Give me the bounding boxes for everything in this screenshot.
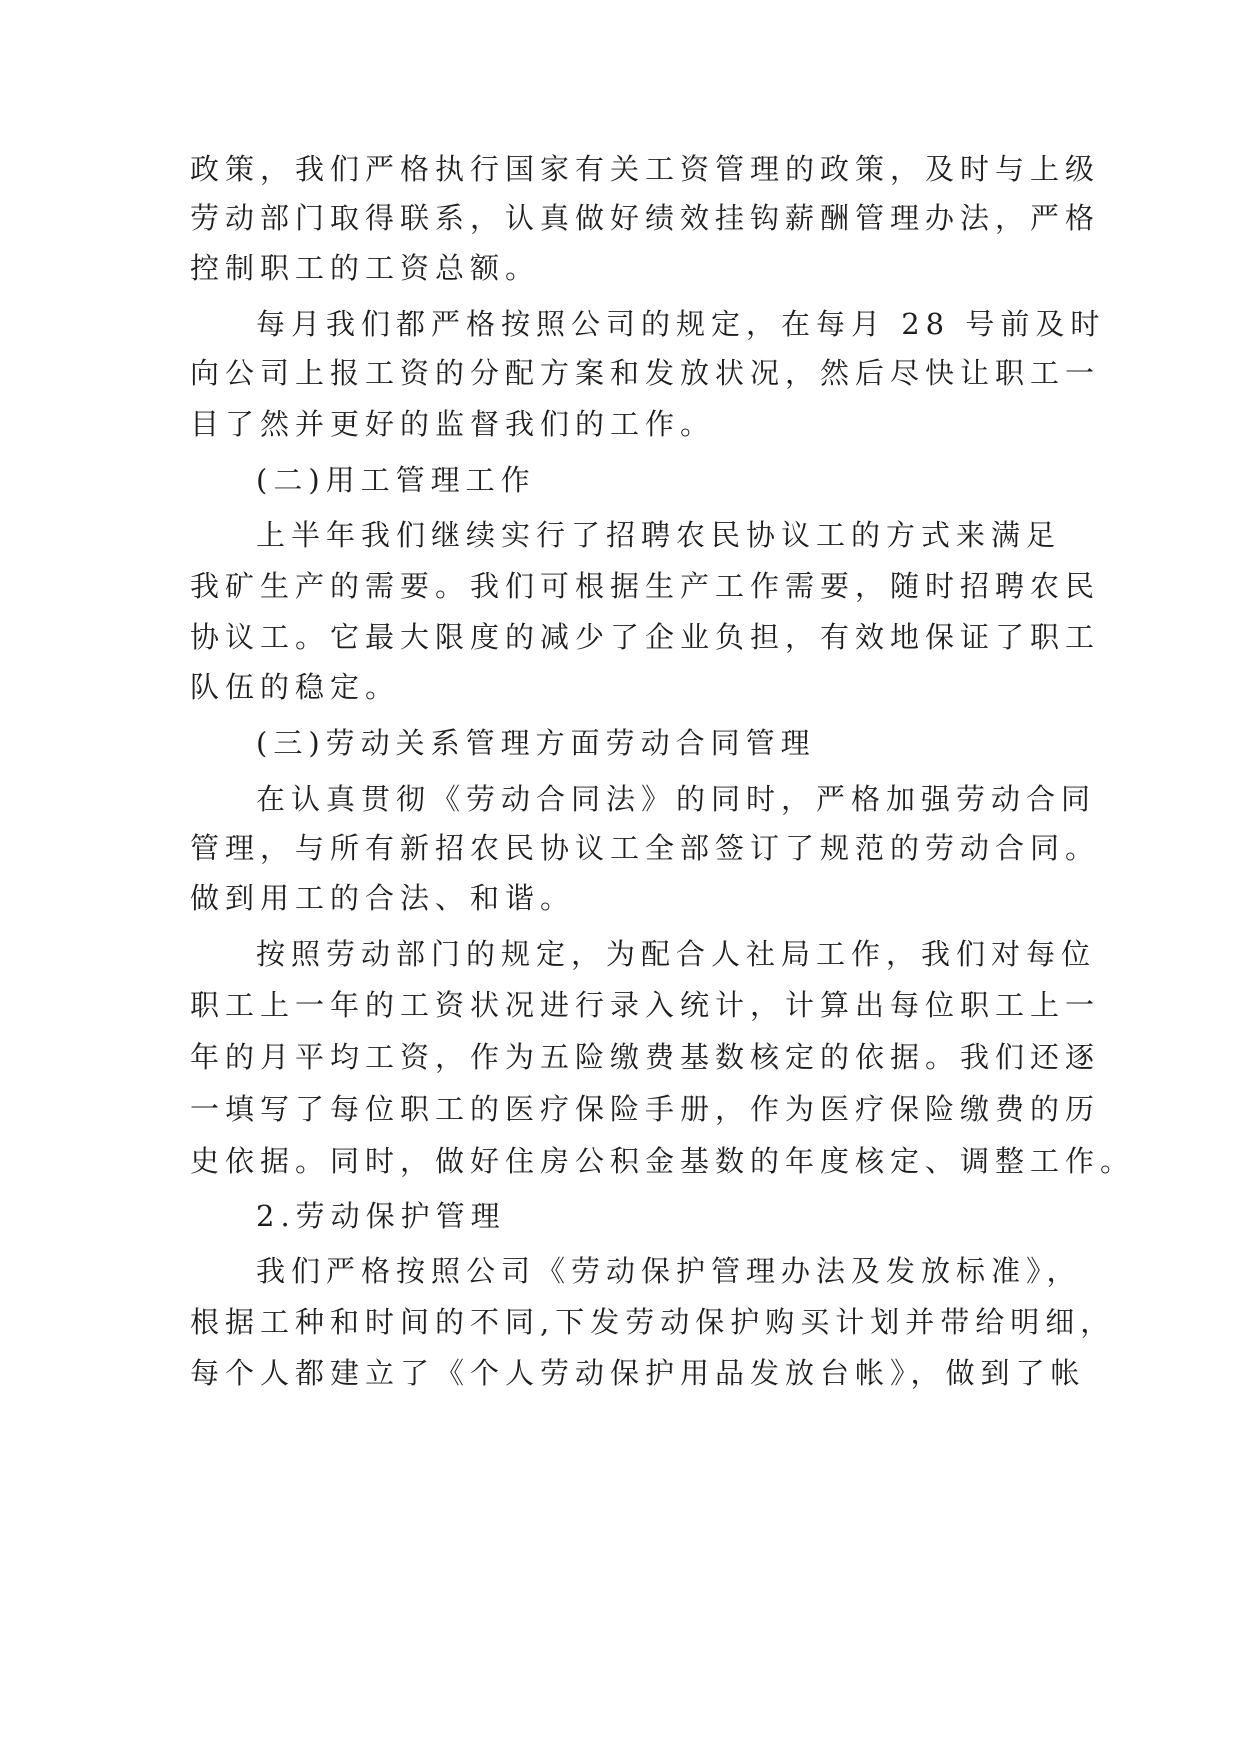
text-line: 做到用工的合法、和谐。: [190, 881, 576, 915]
text-line: 我矿生产的需要。我们可根据生产工作需要，随时招聘农民: [190, 569, 1101, 603]
section-heading: (二)用工管理工作: [256, 463, 536, 497]
text-line: 管理，与所有新招农民协议工全部签订了规范的劳动合同。: [190, 831, 1101, 865]
text-line: 一填写了每位职工的医疗保险手册，作为医疗保险缴费的历: [190, 1092, 1101, 1126]
text-line: 年的月平均工资，作为五险缴费基数核定的依据。我们还逐: [190, 1040, 1101, 1074]
text-line: 职工上一年的工资状况进行录入统计，计算出每位职工上一: [190, 988, 1101, 1022]
text-line: 控制职工的工资总额。: [190, 251, 541, 285]
text-line: 根据工种和时间的不同,下发劳动保护购买计划并带给明细，: [190, 1305, 1116, 1339]
section-heading: (三)劳动关系管理方面劳动合同管理: [256, 726, 816, 760]
text-line: 每个人都建立了《个人劳动保护用品发放台帐》，做到了帐: [190, 1356, 1086, 1390]
text-line: 史依据。同时，做好住房公积金基数的年度核定、调整工作。: [190, 1144, 1136, 1178]
text-line: 每月我们都严格按照公司的规定，在每月 28 号前及时: [256, 307, 1106, 341]
text-line: 在认真贯彻《劳动合同法》的同时，严格加强劳动合同: [256, 782, 1097, 816]
text-line: 上半年我们继续实行了招聘农民协议工的方式来满足: [256, 518, 1062, 552]
text-line: 政策，我们严格执行国家有关工资管理的政策，及时与上级: [190, 152, 1101, 186]
text-line: 向公司上报工资的分配方案和发放状况，然后尽快让职工一: [190, 356, 1101, 390]
text-line: 协议工。它最大限度的减少了企业负担，有效地保证了职工: [190, 620, 1101, 654]
text-line: 按照劳动部门的规定，为配合人社局工作，我们对每位: [256, 937, 1097, 971]
section-heading: 2.劳动保护管理: [256, 1199, 506, 1233]
text-line: 目了然并更好的监督我们的工作。: [190, 407, 716, 441]
text-line: 我们严格按照公司《劳动保护管理办法及发放标准》，: [256, 1254, 1082, 1288]
text-line: 劳动部门取得联系，认真做好绩效挂钩薪酬管理办法，严格: [190, 201, 1101, 235]
text-line: 队伍的稳定。: [190, 670, 401, 704]
